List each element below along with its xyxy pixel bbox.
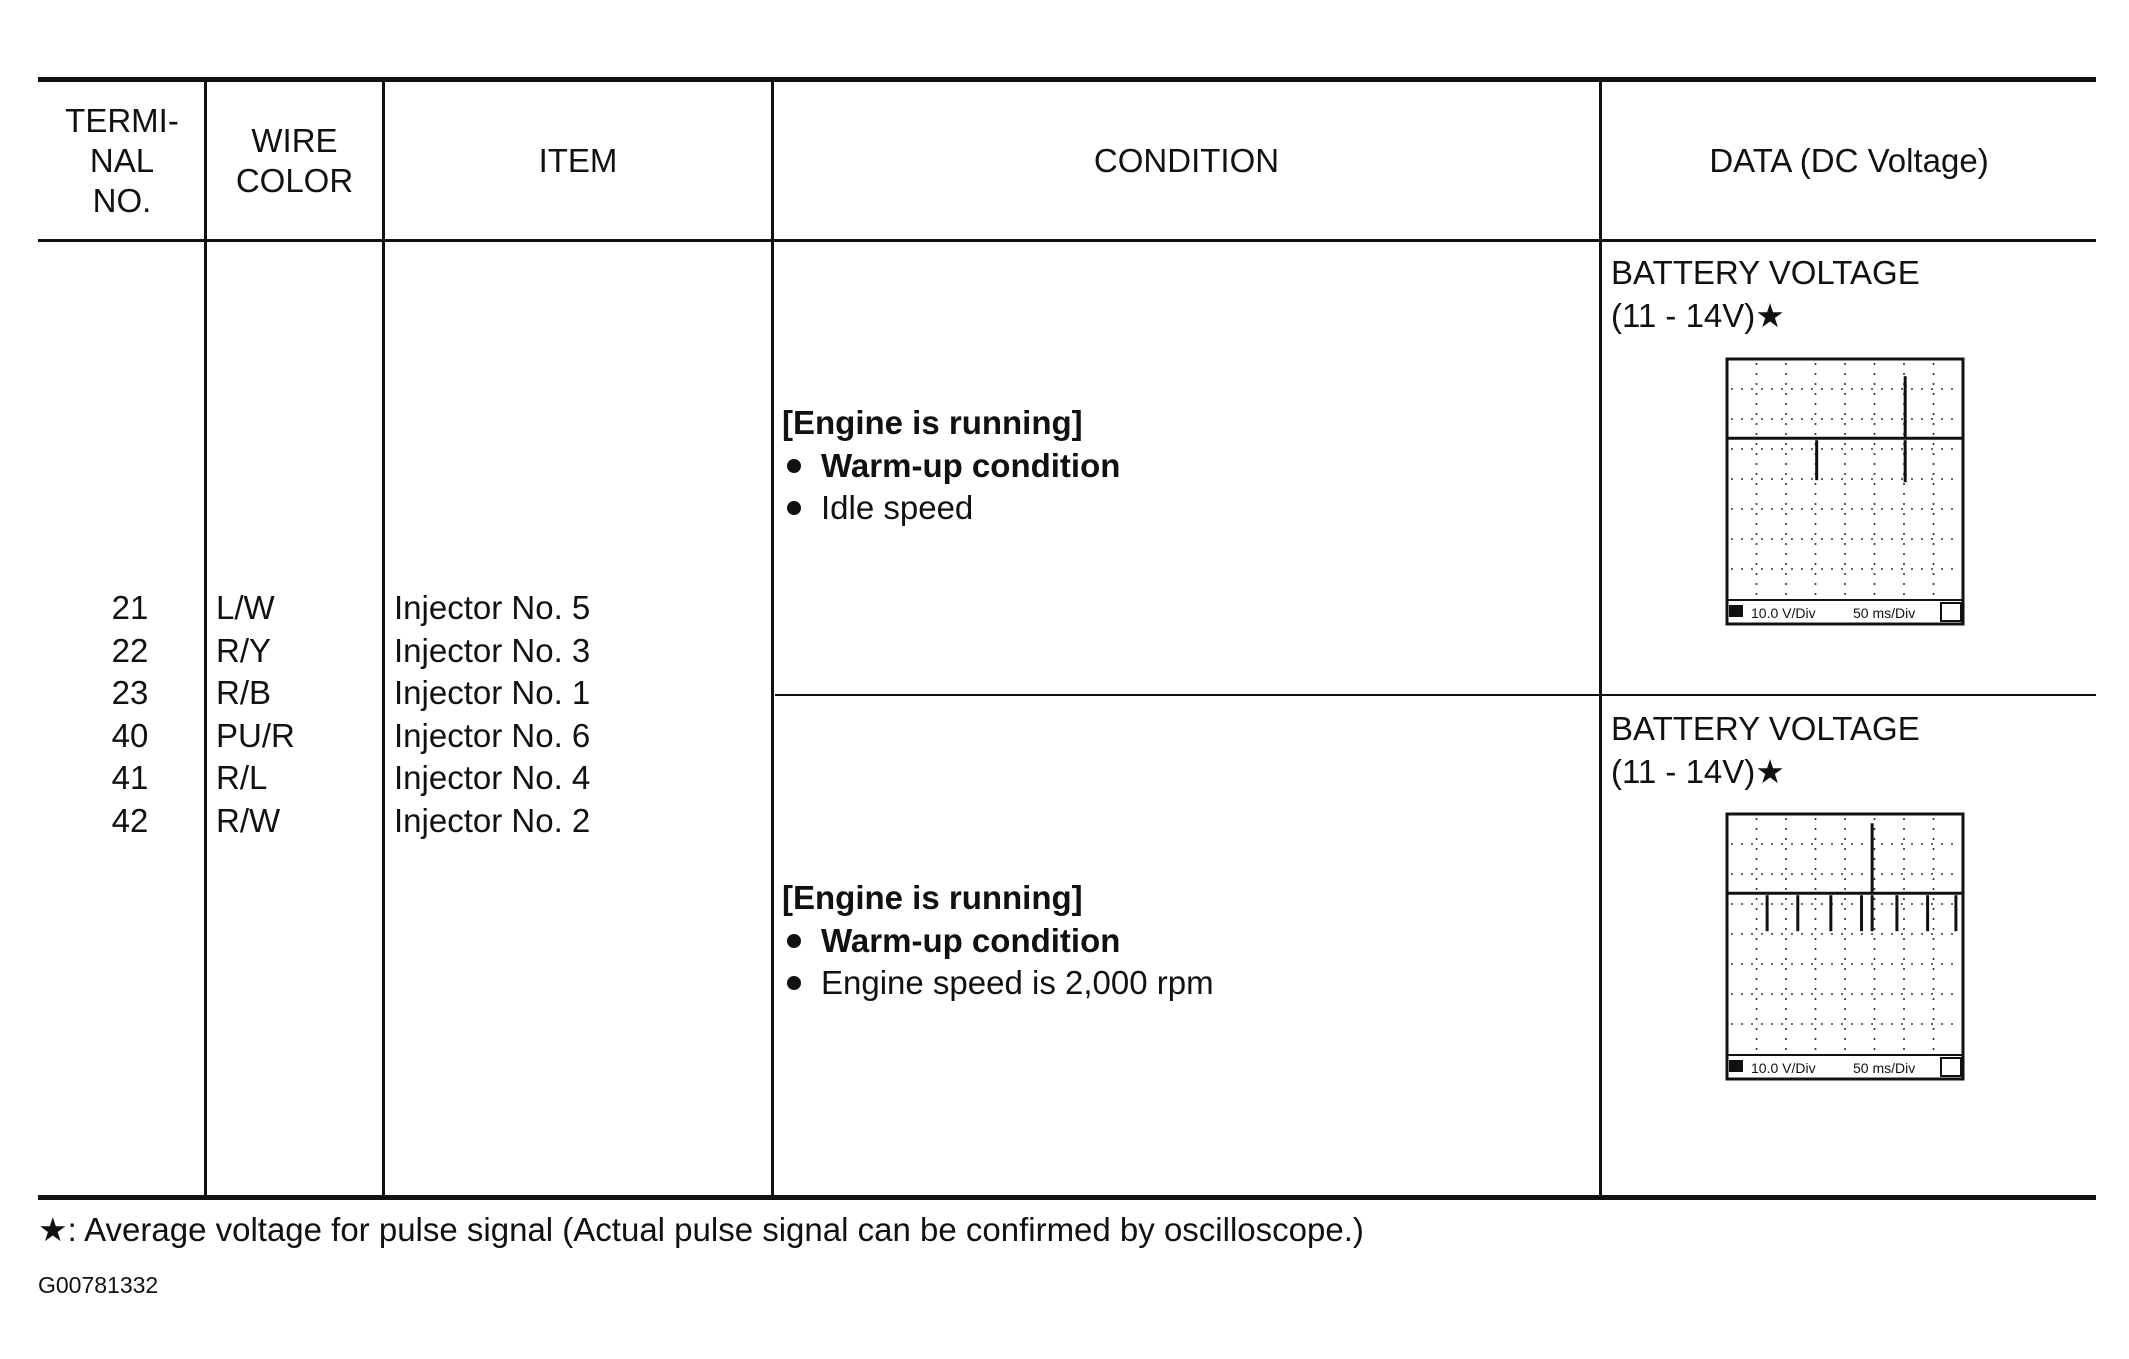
wire-color: R/L	[216, 759, 268, 797]
scope-time-div: 50 ms/Div	[1853, 605, 1916, 621]
header-data: DATA (DC Voltage)	[1709, 141, 1989, 179]
terminal-list	[90, 587, 170, 843]
col-divider-3	[771, 80, 774, 1197]
item-name: Injector No. 6	[394, 716, 591, 754]
condition-2	[782, 877, 1214, 1005]
wire-color: L/W	[216, 589, 275, 626]
wire-color: R/B	[216, 674, 272, 712]
data-voltage-2	[1611, 708, 1920, 793]
bullet-icon	[787, 976, 801, 990]
scope-channel-icon	[1729, 1060, 1743, 1072]
condition-bullet-bold: Warm-up condition	[782, 445, 1120, 488]
condition-divider-rule	[775, 694, 2096, 696]
item-name: Injector No. 5	[394, 589, 591, 626]
figure-code: G00781332	[38, 1272, 159, 1298]
wire-color-list	[216, 587, 295, 843]
footnote: ★: Average voltage for pulse signal (Actual pulse signal can be confirmed by oscilloscope.)	[38, 1211, 1364, 1248]
item-list	[394, 587, 590, 843]
terminal-no: 40	[111, 716, 149, 754]
bullet-icon	[787, 934, 801, 948]
col-divider-2	[382, 80, 385, 1197]
terminal-no: 41	[111, 759, 149, 797]
condition-heading: [Engine is running]	[782, 404, 1083, 441]
header-wire-color: WIRE COLOR	[235, 121, 354, 199]
oscilloscope-waveform-2	[1725, 812, 1965, 1082]
bullet-icon	[787, 501, 801, 515]
condition-1	[782, 402, 1120, 530]
wire-color: R/Y	[216, 631, 272, 669]
data-voltage-1	[1611, 252, 1920, 337]
terminal-no: 22	[111, 631, 149, 669]
item-name: Injector No. 3	[394, 631, 591, 669]
header-item: ITEM	[538, 141, 618, 179]
data-label: BATTERY VOLTAGE	[1611, 710, 1920, 747]
header-condition: CONDITION	[1093, 141, 1280, 179]
terminal-no: 21	[111, 589, 149, 626]
data-label: BATTERY VOLTAGE	[1611, 254, 1920, 291]
oscilloscope-waveform-1	[1725, 357, 1965, 627]
header-bottom-rule	[38, 239, 2096, 242]
col-divider-1	[204, 80, 207, 1197]
wire-color: PU/R	[216, 716, 295, 754]
table-bottom-rule	[38, 1195, 2096, 1200]
scope-channel-icon	[1729, 605, 1743, 617]
scope-volt-div: 10.0 V/Div	[1751, 1060, 1816, 1076]
wire-color: R/W	[216, 801, 281, 839]
condition-heading: [Engine is running]	[782, 879, 1083, 916]
data-range: (11 - 14V)★	[1611, 296, 1785, 334]
item-name: Injector No. 4	[394, 759, 591, 797]
condition-bullet: Engine speed is 2,000 rpm	[782, 962, 1214, 1005]
condition-bullet: Idle speed	[782, 487, 1120, 530]
scope-volt-div: 10.0 V/Div	[1751, 605, 1816, 621]
data-range: (11 - 14V)★	[1611, 752, 1785, 790]
item-name: Injector No. 1	[394, 674, 591, 712]
scope-time-div: 50 ms/Div	[1853, 1060, 1916, 1076]
header-terminal-no: TERMI- NAL NO.	[65, 101, 179, 219]
col-divider-4	[1599, 80, 1602, 1197]
terminal-no: 23	[111, 674, 149, 712]
terminal-no: 42	[111, 801, 149, 839]
item-name: Injector No. 2	[394, 801, 591, 839]
condition-bullet-bold: Warm-up condition	[782, 920, 1214, 963]
bullet-icon	[787, 459, 801, 473]
